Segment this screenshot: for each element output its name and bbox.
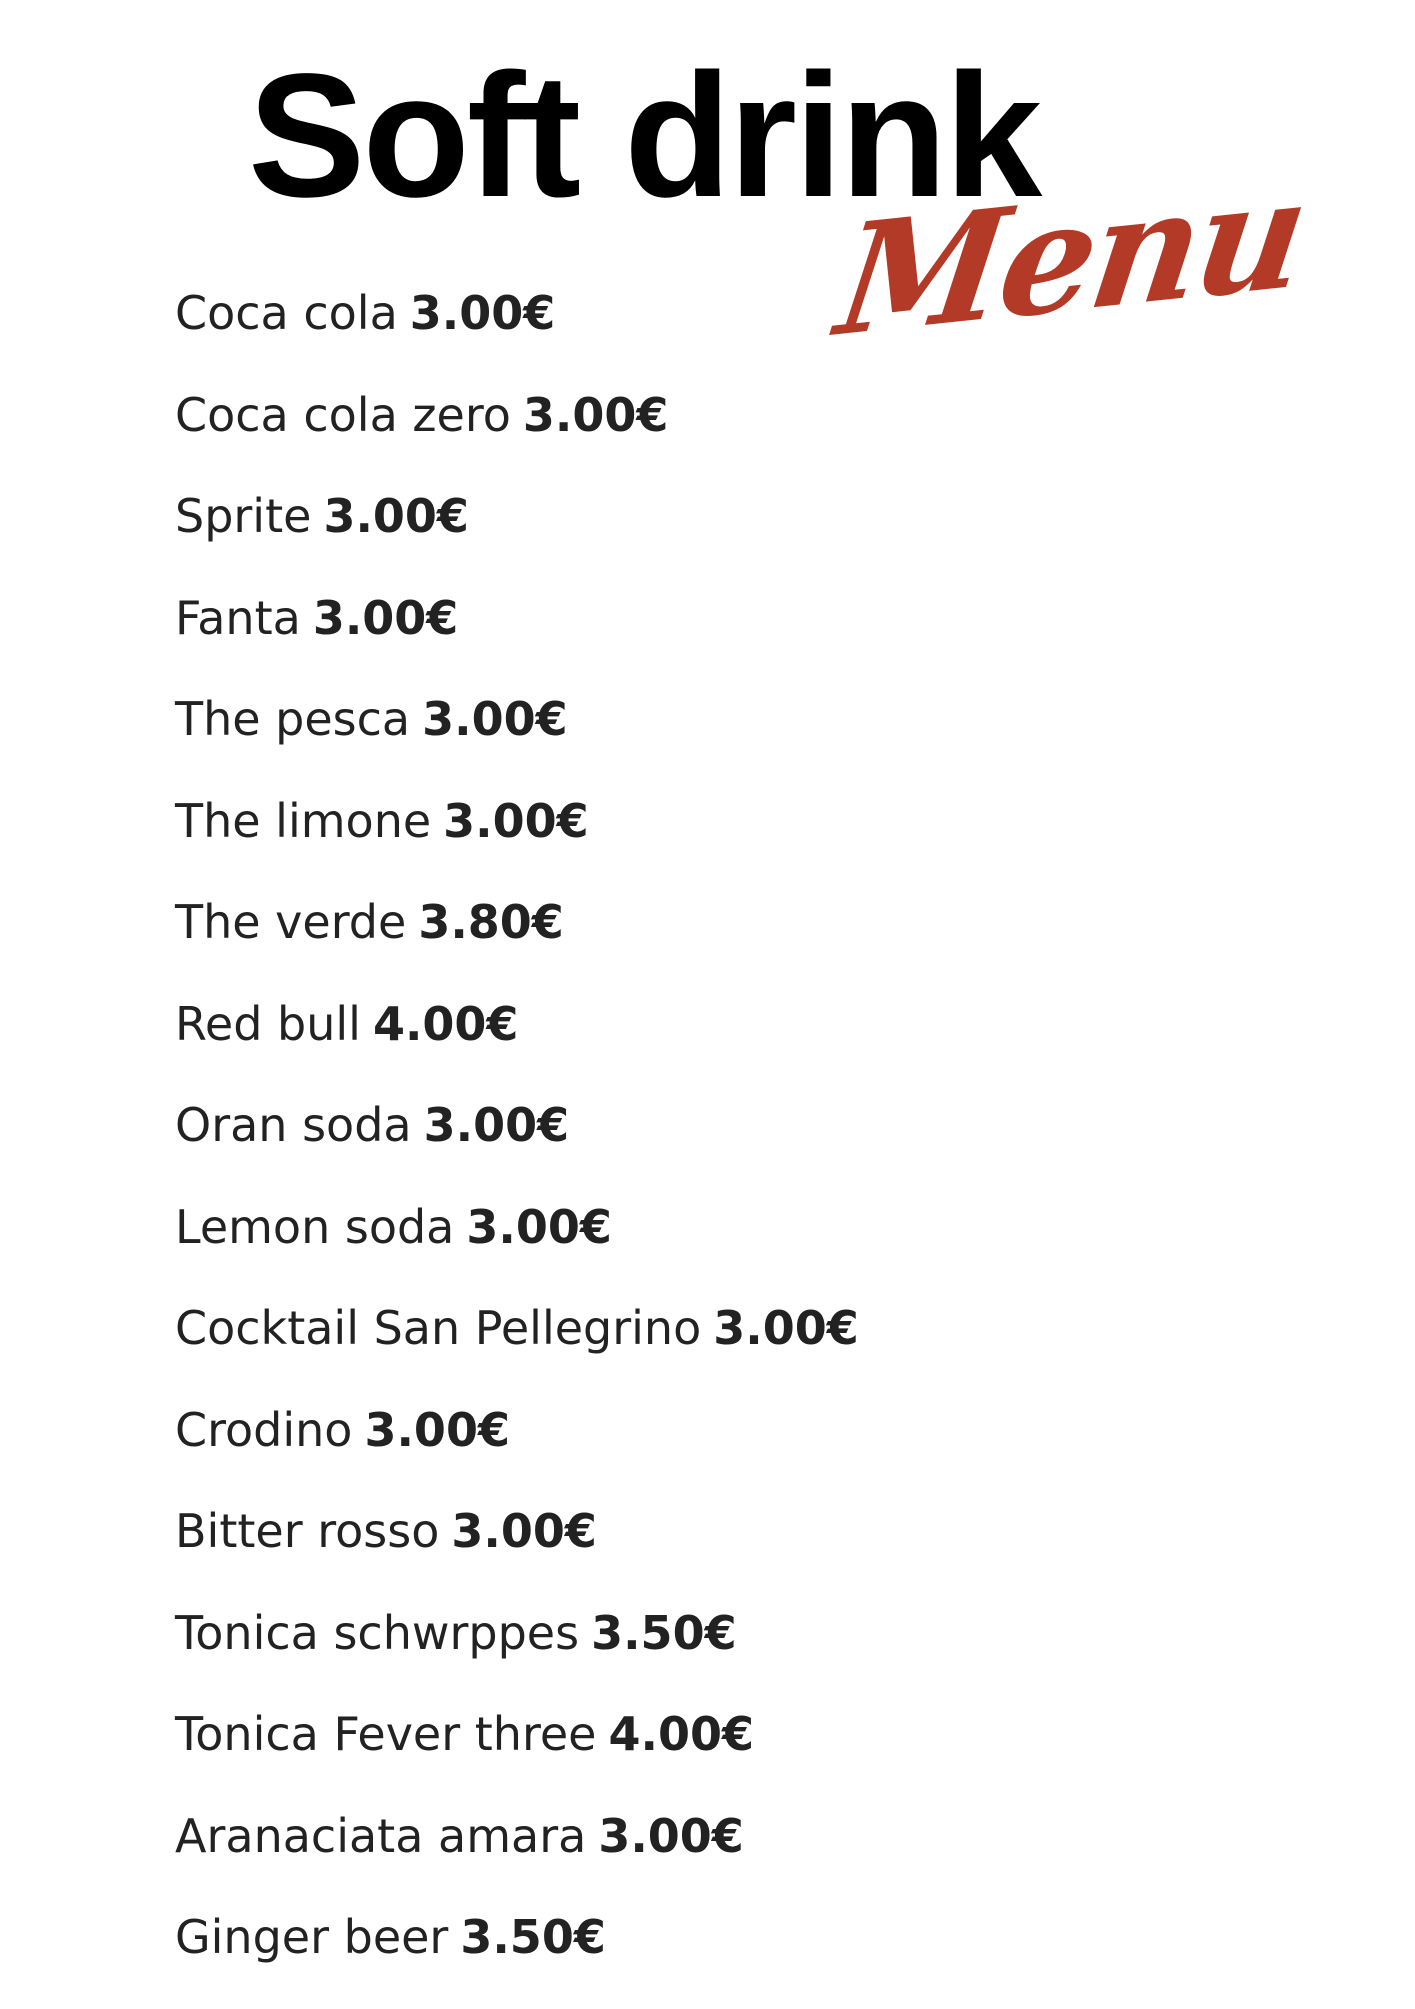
drink-price: 3.00€ (323, 489, 469, 543)
drink-name: The verde (175, 895, 407, 949)
drink-item (175, 385, 859, 487)
drink-price: 3.00€ (409, 286, 556, 340)
page-title: Soft drink (248, 38, 1040, 234)
drink-name: Red bull (175, 996, 361, 1051)
drink-name: Bitter rosso (175, 1504, 440, 1558)
drink-price: 4.00€ (372, 996, 519, 1051)
drink-list (175, 283, 859, 2009)
drink-item (175, 892, 859, 994)
drink-item (175, 1298, 859, 1400)
drink-price: 3.00€ (451, 1504, 597, 1558)
drink-name: Oran soda (175, 1098, 412, 1152)
drink-price: 3.00€ (443, 793, 589, 848)
drink-item (175, 689, 859, 791)
drink-name: Cocktail San Pellegrino (175, 1301, 702, 1355)
drink-item (175, 1704, 859, 1806)
drink-name: Lemon soda (175, 1199, 455, 1254)
drink-price: 3.00€ (522, 387, 669, 442)
drink-price: 3.00€ (422, 692, 568, 746)
drink-price: 3.00€ (713, 1301, 859, 1355)
drink-price: 3.50€ (591, 1605, 737, 1660)
drink-item (175, 588, 859, 690)
drink-name: Crodino (175, 1402, 353, 1457)
drink-price: 3.00€ (423, 1098, 570, 1152)
drink-item (175, 1603, 859, 1705)
drink-price: 4.00€ (608, 1707, 754, 1761)
drink-name: Aranaciata amara (175, 1808, 587, 1863)
drink-price: 3.80€ (418, 895, 564, 949)
drink-price: 3.00€ (312, 590, 459, 645)
drink-name: Coca cola (175, 286, 398, 340)
drink-name: Tonica Fever three (175, 1707, 597, 1761)
drink-item (175, 791, 859, 893)
menu-script-heading: Menu (828, 143, 1315, 372)
drink-name: Tonica schwrppes (175, 1605, 580, 1660)
drink-item (175, 1907, 859, 2009)
drink-name: The limone (175, 793, 432, 848)
drink-item (175, 994, 859, 1096)
drink-price: 3.00€ (364, 1402, 510, 1457)
drink-name: Coca cola zero (175, 387, 511, 442)
drink-price: 3.00€ (466, 1199, 612, 1254)
drink-item (175, 1806, 859, 1908)
drink-name: Fanta (175, 590, 301, 645)
drink-item (175, 1400, 859, 1502)
drink-name: The pesca (175, 692, 411, 746)
drink-name: Sprite (175, 489, 312, 543)
drink-item (175, 283, 859, 385)
drink-item (175, 1501, 859, 1603)
drink-item (175, 1197, 859, 1299)
drink-item (175, 486, 859, 588)
drink-price: 3.50€ (460, 1910, 606, 1964)
drink-item (175, 1095, 859, 1197)
drink-name: Ginger beer (175, 1910, 449, 1964)
drink-price: 3.00€ (598, 1808, 744, 1863)
